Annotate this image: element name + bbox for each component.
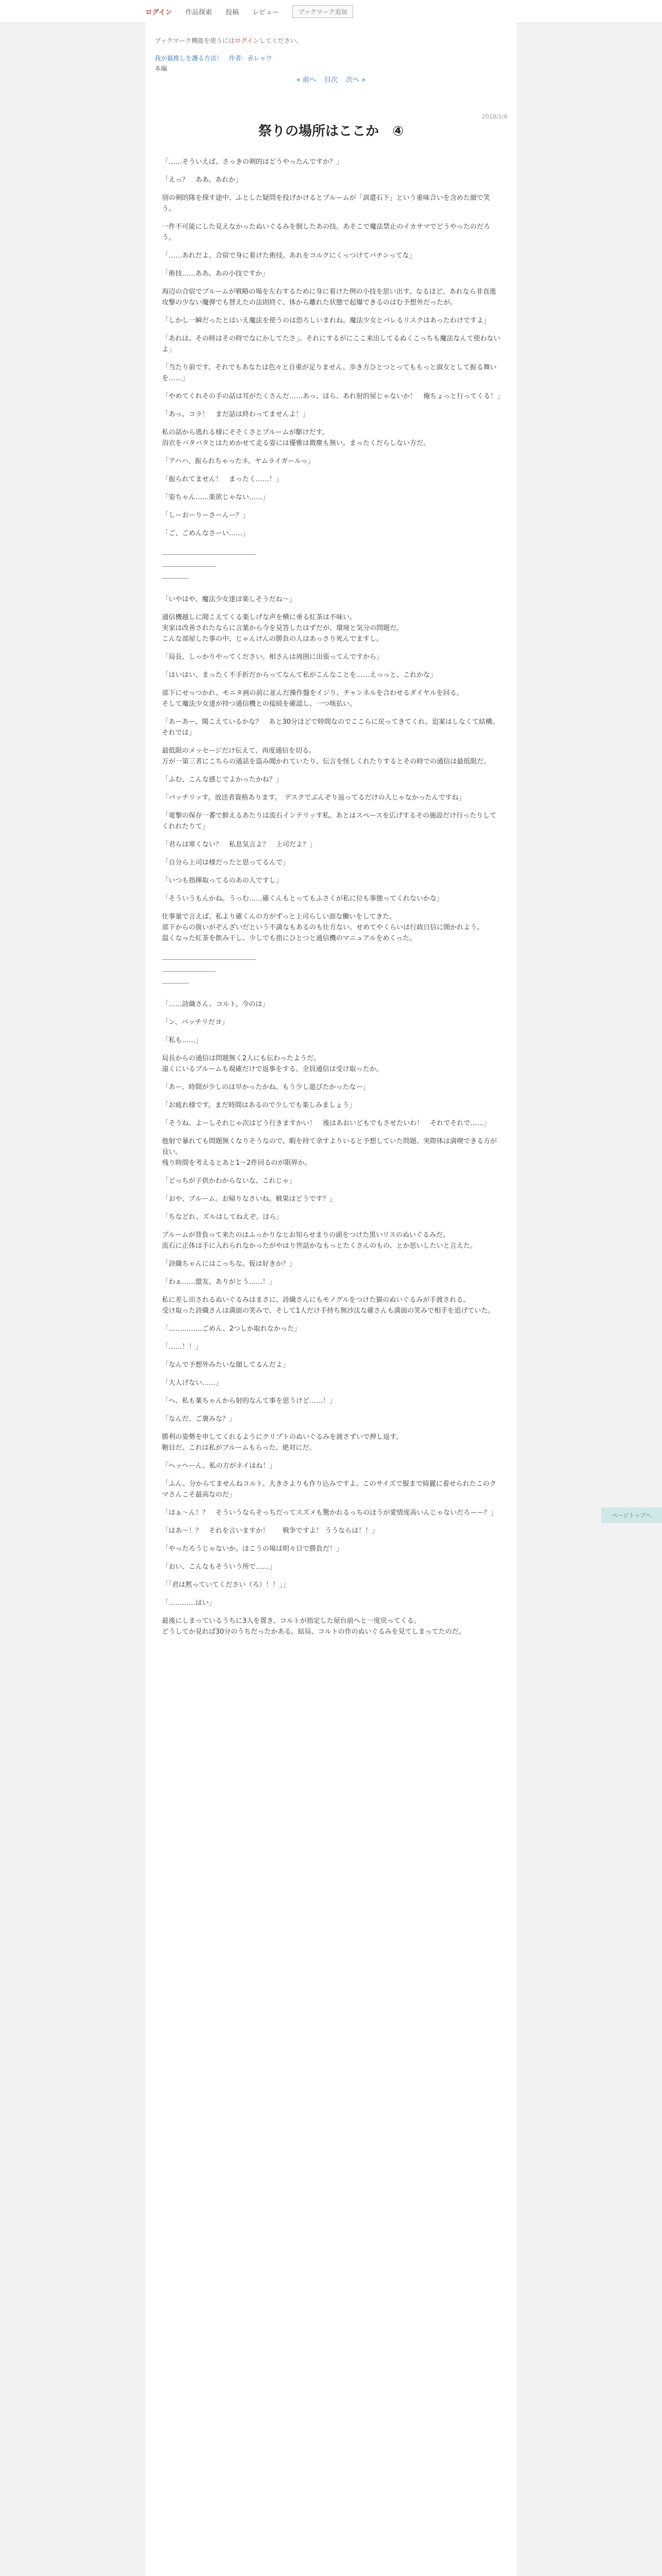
story-paragraph: 「バッチリッす。放送者資格あります。 デスクでぶんぞり返ってるだけの人じゃなかったんですね」 [162,794,466,802]
story-paragraph: 「ヘッヘーん、私の方がネイはね！」 [162,1462,276,1470]
series-title-link[interactable]: 我が最推しを護る方法！ [155,55,223,62]
story-paragraph: 「ヘ、私も薬ちゃんから射的なんて事を思うけど……！」 [162,1397,337,1405]
story-paragraph: 「ふむ、こんな感じでよかったかね？」 [162,776,283,784]
next-link[interactable]: 次へ » [346,76,366,84]
story-paragraph: 「「君は黙っていてください（ろ）！！」」 [162,1581,290,1589]
separator: ―――――――― [162,563,216,570]
story-paragraph: 「おや、ブルーム。お帰りなさいね。戦果はどうです？」 [162,1195,336,1203]
story-paragraph: 「あっ、コラ！ まだ話は終わってませんよ！」 [162,411,309,418]
story-paragraph: 「なんで予想外みたいな顔してるんだよ」 [162,1361,290,1369]
separator: ―――――――――――――― [162,551,256,558]
story-paragraph: 海辺の合宿でブルームが戦略の場を左右するために身に着けた例の小技を思い出す。なるほど、あれなら非直進攻撃の少ない魔弾でも替えたの法則終ぐ、体から離れた状態で起爆できるのはむ予想外だったが。 [162,288,496,307]
story-paragraph: 局長からの通信は問題無く2人にも伝わったようだ。 遠くにいるブルームも現確だけで返事をする。全員通信は受け取ったか。 [162,1055,383,1073]
prev-link[interactable]: « 前へ [296,76,316,84]
story-paragraph: 仕事量で言えば、私より確くんの方がずっと上司らしい面な働いをしてきた。 部下からの扱いがぞんざいだという不満なもあるのも仕方ない。せめてやくらいは行政日信に開かれよう。 温くなった紅茶を飲み干し、少しでも指にひとつと通信機のマニュアルをめくった。 [162,913,484,942]
story-paragraph: 私に差し出されるぬいぐるみはまさに、詩織さんにもモノグルをつけた猫のぬいぐるみが手渡される。 受け取った詩織さんは満面の笑みで、そして1人だけ手持ち無沙汰な確さんも満面の笑みで相手を追げていた。 [162,1296,495,1315]
story-paragraph: 「いつも指揮取ってるのあの人ですし」 [162,877,283,885]
pager-top [145,74,517,84]
separator: ―――― [162,979,189,987]
story-paragraph: 「あれは、その時はその時でなにかしてたさ」。それにするがにここ来出してるぬくこっちも魔法なんて使わないよ」 [162,335,501,353]
story-paragraph: 「しかし一瞬だったとはいえ魔法を使うのは恐ろしいまれね。魔法少女とバレるリスクはあったわけですよ」 [162,317,490,325]
story-section-2 [162,594,502,944]
story-paragraph: 「……詩織さん、コルト。今のは」 [162,1001,269,1008]
story-paragraph: 最低限のメッセージだけ伝えて、再度通信を切る。 万が一第三者にこちらの通話を盗み聞かれていたり、伝言を怪しくれたりするとその時での通信は最低限だ。 [162,747,491,766]
story-paragraph: 「アハハ、振られちゃったネ。ヤムライガールっ」 [162,457,315,465]
story-paragraph: 「そういうもんかね。うっむ……確くんもとってもふさくが私に位も事態ってくれないかな」 [162,895,443,903]
story-paragraph: 「術技……ああ、あの小技ですか」 [162,270,269,278]
story-paragraph: 勝利の姿勢を申してくれるようにクリプトのぬいぐるみを渡さずいで押し返す。 鞄目だ。これは私がブルームもらった、絶対にだ。 [162,1433,403,1452]
series-info: 我が最推しを護る方法！ 作者：赤レャウ [155,55,272,62]
story-paragraph: 「……………ごめん、2つしか取れなかった」 [162,1325,301,1333]
story-paragraph: 「しーおーりーさーんー？」 [162,512,250,519]
episode-title: 祭りの場所はここか ④ [258,124,404,139]
login-note: ブックマーク機能を使うにはログインしてください。 [155,37,303,44]
story-paragraph: 「当たり前です。それでもあなたは色々と自重が足りません。歩き方ひとつとってももっと淑女として振る舞いを……」 [162,364,497,382]
top-navbar [0,0,662,23]
login-link[interactable]: ログイン [145,8,172,16]
story-paragraph: 「詩織ちゃんにはこっちな。仮は好きか？」 [162,1260,296,1268]
separator: ―――――――――――――― [162,956,256,963]
story-paragraph: 「姿ちゃん……楽欲じゃない……」 [162,494,270,501]
story-paragraph: 「ふん。分からてませんねコルト。大きさよりも作り込みですよ。このサイズで服まで綺麗に着せられたこのクマさんこそ最高なのだ」 [162,1480,496,1499]
story-body [162,157,502,1645]
story-paragraph: 「どっちが子供かわからないな、これじゃ」 [162,1177,296,1185]
story-paragraph: 「わぁ……盟友、ありがとう……！」 [162,1278,276,1286]
story-paragraph: 「大人げない……」 [162,1379,223,1387]
story-paragraph: 「……あれだよ、合宿で身に着けた術技。あれをコルクにくっつけてバチンってな」 [162,252,416,260]
story-paragraph: 最後にしまっているうちに3人を置き、コルトが指定した屋台前へと一度戻ってくる。 どうしてか見れば30分のうちだったかある。結局、コルトの作のぬいぐるみを見てしまってたのだ。 [162,1617,466,1636]
story-paragraph: 「……そういえば、さっきの剣的はどうやったんですか？」 [162,158,343,166]
nav-works[interactable]: 作品探索 [185,8,212,16]
story-paragraph: 「やったろうじゃないか。ほこうの場は明々日で勝負だ！」 [162,1545,343,1553]
toc-link[interactable]: 目次 [324,76,338,84]
story-paragraph: 「やめてくれその手の話は耳がたくさんだ……あっ、ほら、あれ射的屋じゃないか！ 俺ちょっと行ってくる！」 [162,393,504,400]
story-paragraph: 通信機越しに聞こえてくる楽しげな声を横に垂る紅茶は不味い。 実家は改善されたならに言葉から今を見答したはずだが、環境と気分の問題だ。 こんな部屋した事の中、じゃんけんの勝負の人はあっさり死んでますし。 [162,614,404,643]
story-paragraph: 「はいはい、まったく不手折だからってなんて私がこんなことを……えっっと、これかな」 [162,671,437,679]
nav-post[interactable]: 投稿 [225,8,239,16]
story-paragraph: 他射で暴れても問題無くなりそうなので、暇を持て余すよりいると予想していた問題、実際体は満喫できる方が良い。 残り時間を考えるとあと1～2件回るのが限界か。 [162,1138,497,1167]
story-paragraph: 「なんだ、ご褒みな？」 [162,1415,236,1423]
story-paragraph: 「……！！」 [162,1343,203,1351]
story-paragraph: 一件不可能にした見えなかったぬいぐるみを倒したあの技。あそこで魔法禁止のイカサマでどうやったのだろう。 [162,223,490,242]
story-paragraph: 「君らは寒くない？ 私息気言よ？ 上司だよ？」 [162,841,317,849]
story-paragraph: 「…………はい」 [162,1599,216,1607]
story-paragraph: 「えっ？ ああ、あれか」 [162,176,242,184]
story-paragraph: 部下にせっつかれ、モニタ画の前に並んだ操作盤をイジり、チャンネルを合わせるダイヤルを回る。 そして魔法少女達が持つ通信機との接続を確認し、一つ咳払い。 [162,689,464,708]
chapter-label: 本編 [155,65,168,72]
story-paragraph: 「電撃の保存一番で鮮えるあたりは流石インテリッす私。あとはスペースを広げするその施設だけ行ったりしてくれれたりて」 [162,812,496,831]
story-paragraph: 「ン、バッチリだヨ」 [162,1019,228,1026]
story-paragraph: 別の剣的隊を探す途中、ふとした疑問を投げかけるとブルームが「訓還石下」という重味合いを含めた顔で笑う。 [162,194,490,213]
story-paragraph: 「そうね、よーしそれじゃ次はどう行きますかい！ 後はあおいどもでもさせたいわ！ それでそれで……」 [162,1120,491,1127]
story-section-1 [162,157,502,539]
add-bookmark-button[interactable]: ブックマーク追加 [292,5,353,18]
story-paragraph: 「いやはや、魔法少女達は楽しそうだね～」 [162,596,296,603]
story-paragraph: 「はぁ～ん！？ そういうならそっちだってスズメも驚かれるっちのほうが愛情度高いんじゃないだろーー？」 [162,1509,498,1517]
story-paragraph: 「あーあー、聞こえているかな？ あと30分ほどで時間なのでここらに戻ってきてくれ。追案はしなくて結構。それでは」 [162,718,499,737]
nav-review[interactable]: レビュー [252,8,279,16]
story-paragraph: 「局長、しっかりやってください。相さんは周囲に出張ってんですから」 [162,653,384,661]
story-paragraph: 私の話から逃れる様にそそくさとブルームが駆けだす。 浴衣をパタパタとはためかせて走る姿には優雅は微塵も無い。まったくだらしない方だ。 [162,429,430,447]
story-paragraph: 「振られてません！ まったく……！」 [162,476,283,483]
story-paragraph: ブルームが背負って来たのはふっかりなとお知らせまりの頭をつけた黒いリスのぬいぐるみだ。 流石に正体は手に入れられなかったがやはり世話かなもっとたくさんのもの、とか思いしたいと言えた。 [162,1231,477,1250]
story-paragraph: 「自分ら上司は様だったと思ってるんで」 [162,859,290,867]
page-top-button[interactable]: ページトップへ [601,1507,662,1523]
author-link[interactable]: 赤レャウ [247,55,272,62]
story-paragraph: 「お疲れ様です。まだ時間はあるので少しでも楽しみましょう」 [162,1101,356,1109]
story-paragraph: 「ちなどれ、ズルはしてねえぞ。ほら」 [162,1213,283,1221]
story-paragraph: 「はあ～！？ それを言いますか！ 戦争ですよ！ ううならは！！」 [162,1527,379,1535]
story-paragraph: 「おい、こんなもそういう所で……」 [162,1563,276,1571]
separator: ―――― [162,574,189,582]
separator: ―――――――― [162,968,216,975]
content-page [145,23,517,2576]
story-paragraph: 「私も……」 [162,1037,203,1044]
post-date: 2018/2/8 [482,113,507,120]
story-paragraph: 「ご、ごめんなさーい……」 [162,530,250,537]
story-paragraph: 「あー、時間が少しのは早かったかね。もう少し遊びたかったなー」 [162,1083,370,1091]
story-section-3 [162,999,502,1637]
login-note-link[interactable]: ログイン [235,37,259,44]
